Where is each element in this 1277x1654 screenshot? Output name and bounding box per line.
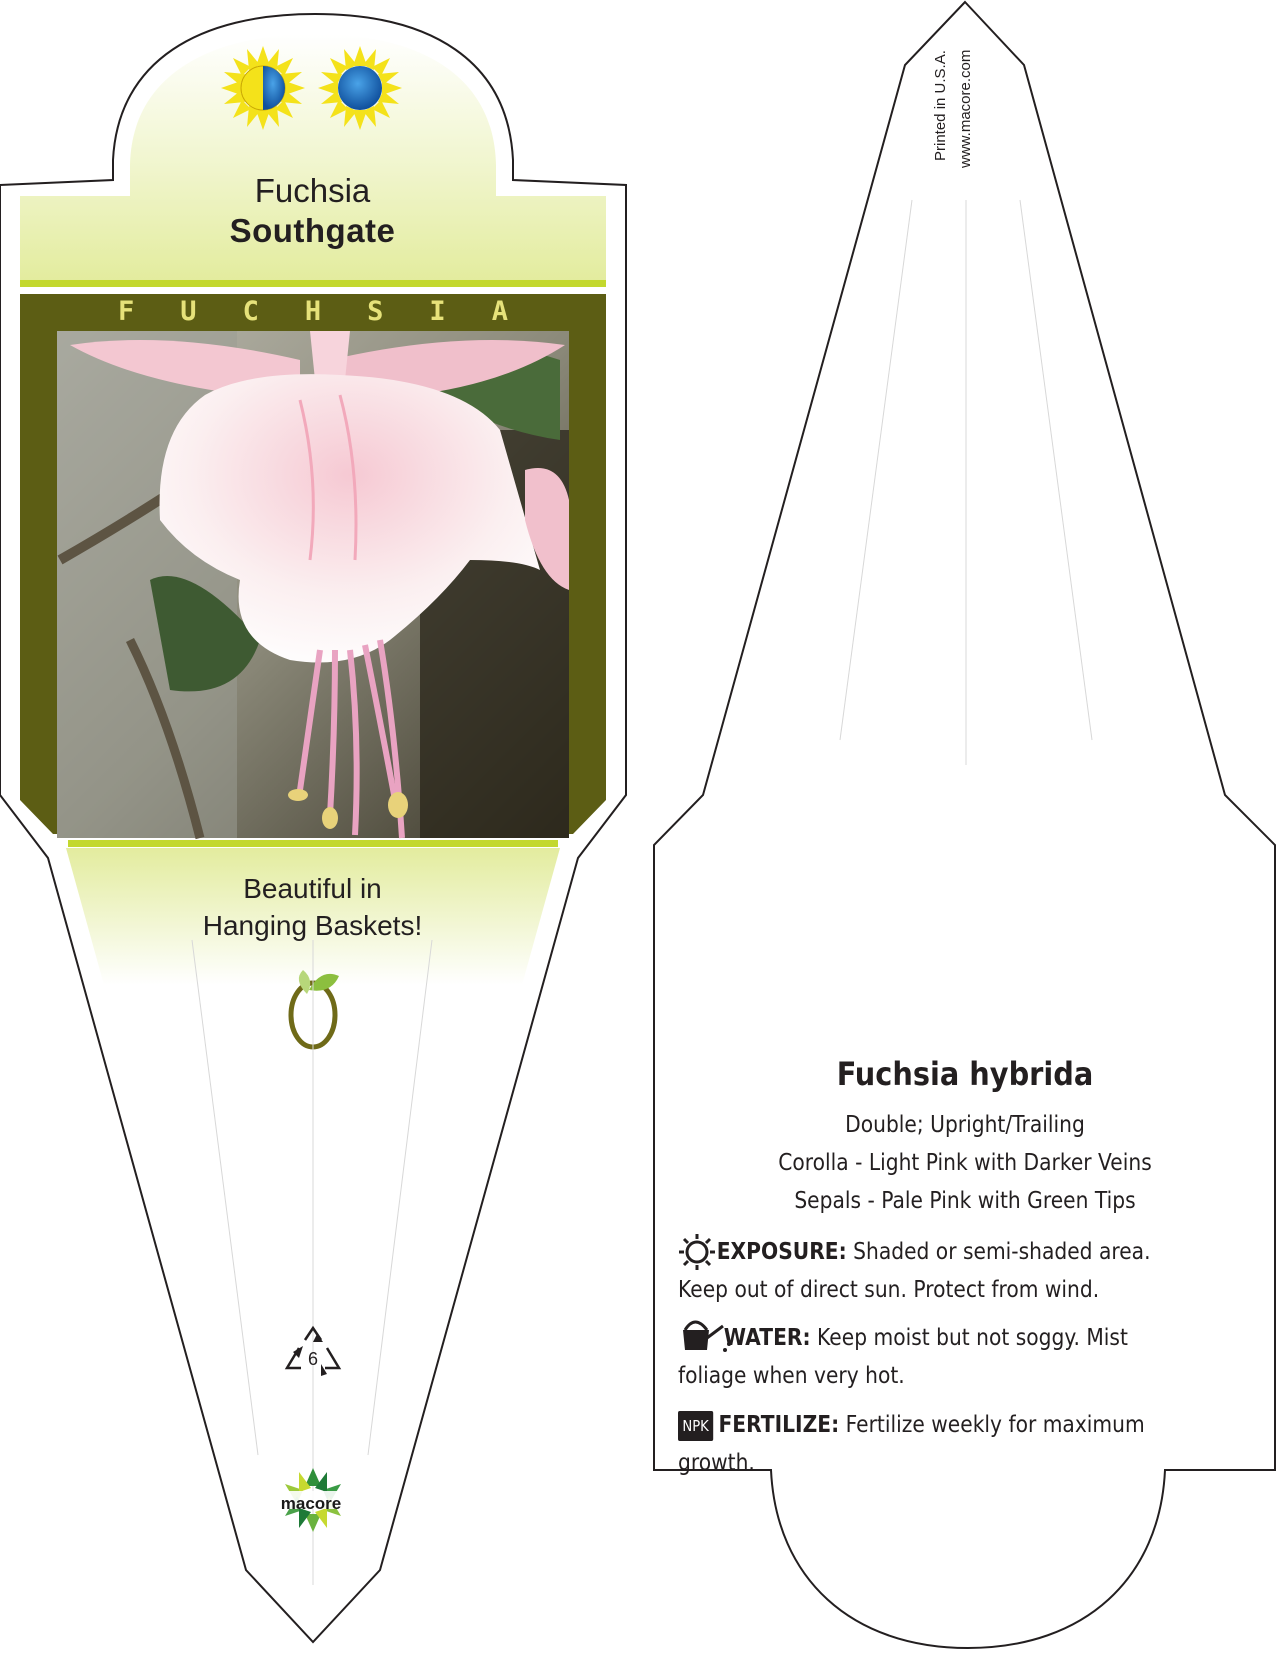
genus-letters <box>118 296 508 327</box>
exposure-text: Shaded or semi-shaded area. Keep out of direct sun. Protect from wind. <box>678 1239 1151 1303</box>
front-tag <box>0 14 626 1642</box>
npk-icon: NPK <box>678 1411 713 1441</box>
description-line: Double; Upright/Trailing <box>845 1112 1085 1138</box>
water-text: Keep moist but not soggy. Mist foliage when very hot. <box>678 1325 1128 1389</box>
recycle-number: 6 <box>307 1349 318 1369</box>
printed-info <box>928 50 978 210</box>
genus-letter: I <box>429 296 446 327</box>
fertilize-label: FERTILIZE: <box>718 1412 840 1438</box>
exposure-label: EXPOSURE: <box>716 1239 847 1265</box>
genus-letter: H <box>304 296 322 327</box>
description-line: Sepals - Pale Pink with Green Tips <box>794 1188 1136 1214</box>
part-sun-icon <box>221 46 305 130</box>
brand-name: macore <box>280 1494 342 1513</box>
plant-genus-title: Fuchsia <box>254 172 371 209</box>
back-tag-outline <box>654 2 1275 1648</box>
genus-letter: U <box>180 296 197 327</box>
genus-letter: S <box>367 296 384 327</box>
water-care <box>678 1319 1184 1395</box>
tagline-line1: Beautiful in <box>243 873 382 904</box>
printed-country: Printed in U.S.A. <box>932 50 949 161</box>
header-rule <box>20 280 606 287</box>
description-line: Corolla - Light Pink with Darker Veins <box>778 1150 1152 1176</box>
back-tag <box>654 2 1275 1648</box>
exposure-care <box>678 1233 1184 1309</box>
description <box>732 1106 1198 1220</box>
water-label: WATER: <box>723 1325 811 1351</box>
printed-website: www.macore.com <box>957 50 974 169</box>
genus-letter: A <box>491 296 508 327</box>
genus-letter: F <box>118 296 135 327</box>
footer-rule <box>68 840 558 847</box>
tagline <box>150 870 475 944</box>
fertilize-care <box>678 1406 1184 1482</box>
fertilize-text: Fertilize weekly for maximum growth. <box>678 1412 1145 1476</box>
plant-variety-title: Southgate <box>229 212 396 249</box>
full-shade-icon <box>318 46 402 130</box>
flower-photo <box>57 331 569 838</box>
genus-letter: C <box>242 296 259 327</box>
tagline-line2: Hanging Baskets! <box>202 910 423 941</box>
species-name: Fuchsia hybrida <box>836 1055 1094 1093</box>
